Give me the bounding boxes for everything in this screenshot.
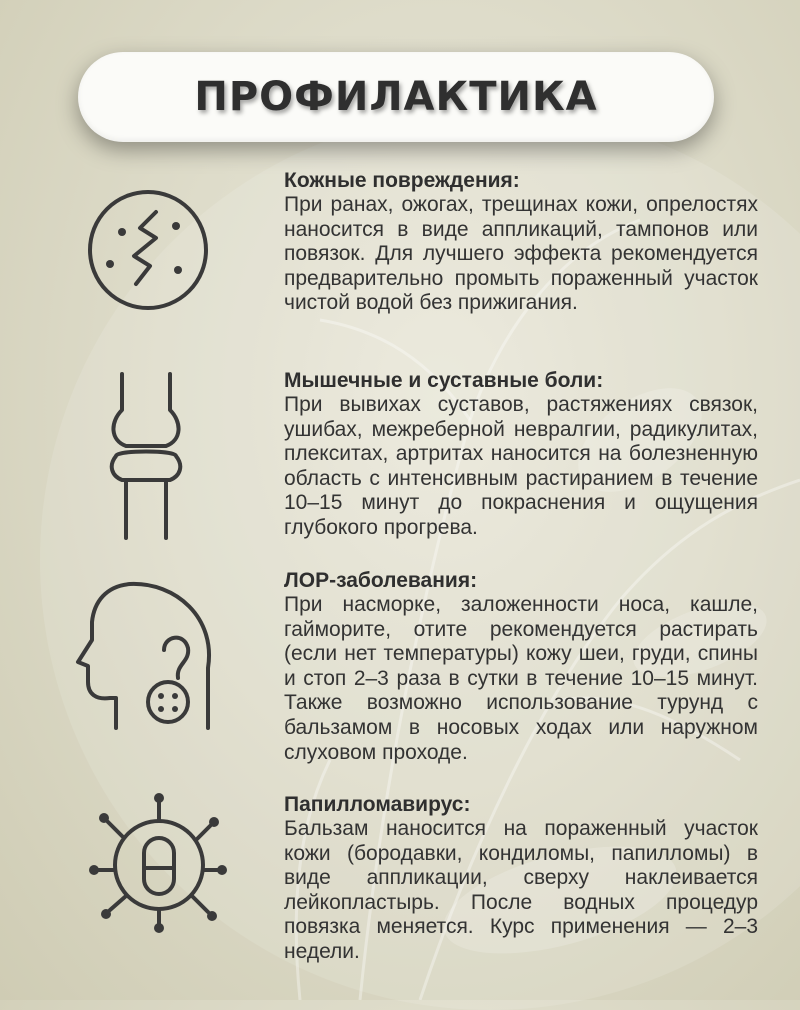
section-skin-damage (284, 168, 758, 316)
section-title: Мышечные и суставные боли: (284, 369, 604, 392)
section-title: ЛОР-заболевания: (284, 569, 478, 592)
section-ent-diseases (284, 568, 758, 765)
section-body: При вывихах суставов, растяжениях связок, ушибах, межреберной невралгии, радикулитах, плекситах, артритах наносится на болезненную область с интенсивным растиранием в течение 10–15 минут до покраснения и ощущения глубокого прогрева. (284, 393, 758, 539)
section-body: При ранах, ожогах, трещинах кожи, опрелостях наносится в виде аппликаций, тампонов или повязок. Для лучшего эффекта рекомендуется предварительно промыть пораженный участок чистой водой без прижигания. (284, 193, 758, 315)
section-title: Кожные повреждения: (284, 169, 520, 192)
page-title: ПРОФИЛАКТИКА (194, 74, 598, 120)
title-banner (78, 52, 714, 142)
joint-icon (106, 370, 186, 542)
section-joint-pain (284, 368, 758, 541)
ent-head-icon (66, 578, 216, 730)
virus-icon (86, 790, 232, 936)
skin-damage-icon (86, 188, 210, 312)
section-body: При насморке, заложенности носа, кашле, гайморите, отите рекомендуется растирать (если нет температуры) кожу шеи, груди, спины и стоп 2–3 раза в сутки в течение 10–15 минут. Также возможно использование турунд с бальзамом в носовых ходах или наружном слуховом проходе. (284, 593, 758, 764)
section-title: Папилломавирус: (284, 793, 471, 816)
section-papillomavirus (284, 792, 758, 965)
section-body: Бальзам наносится на пораженный участок кожи (бородавки, кондиломы, папилломы) в виде аппликации, сверху наклеивается лейкопластырь. После водных процедур повязка меняется. Курс применения — 2–3 недели. (284, 817, 758, 963)
